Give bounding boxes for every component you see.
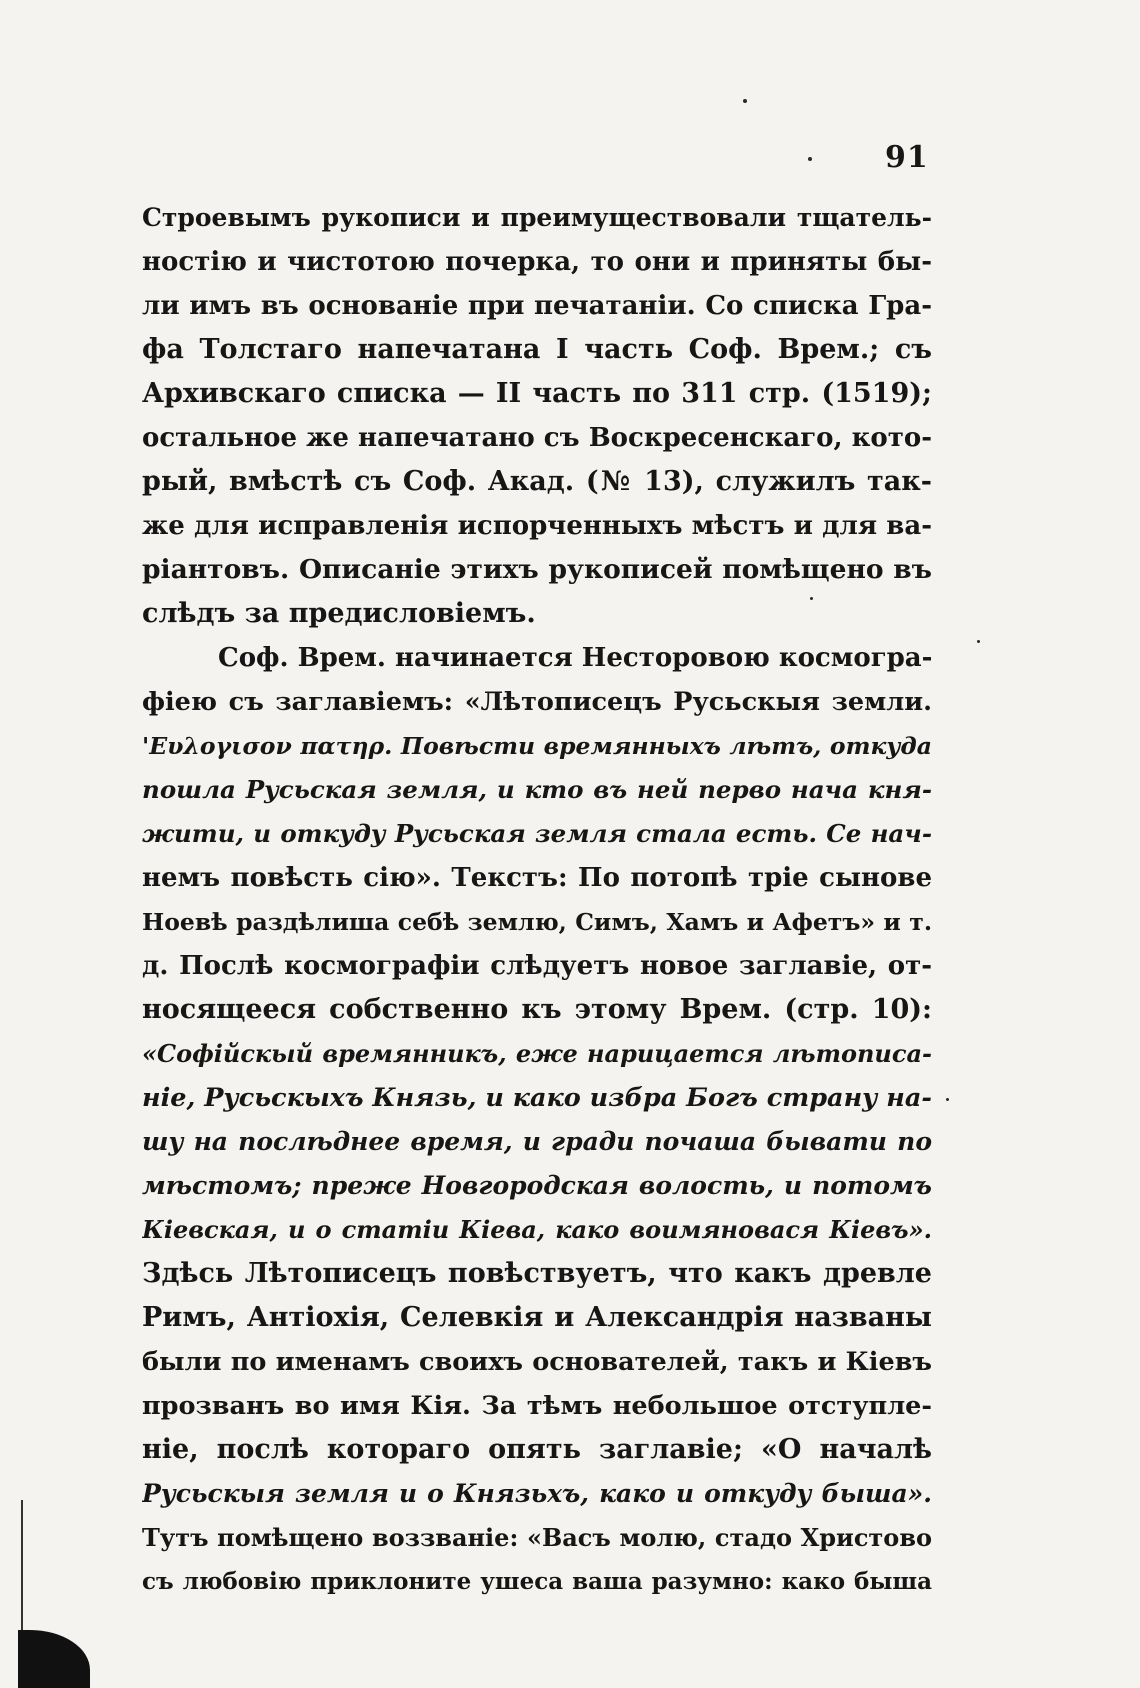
text-line: ріантовъ. Описаніе этихъ рукописей помѣщено въ bbox=[142, 554, 932, 585]
text-line: пошла Русьская земля, и кто въ ней перво нача кня- bbox=[142, 775, 932, 804]
text-line: Русьскыя земля и о Князьхъ, како и откуду быша». bbox=[142, 1479, 932, 1508]
text-line: жити, и откуду Русьская земля стала есть. Се нач- bbox=[142, 819, 932, 848]
margin-rule bbox=[21, 1500, 23, 1640]
text-line: Кіевская, и о статіи Кіева, како воимяновася Кіевъ». bbox=[142, 1215, 932, 1244]
print-speck bbox=[977, 640, 980, 643]
text-line: Строевымъ рукописи и преимуществовали тщатель- bbox=[142, 203, 932, 232]
text-line: шу на послѣднее время, и гради почаша бывати по bbox=[142, 1127, 932, 1156]
text-line: «Софійскый времянникъ, еже нарицается лѣтописа- bbox=[142, 1039, 932, 1068]
margin-ink-mark bbox=[18, 1630, 90, 1688]
print-speck bbox=[946, 1098, 949, 1101]
text-line: Соф. Врем. начинается Несторовою космогра- bbox=[218, 643, 932, 673]
text-line: были по именамъ своихъ основателей, такъ и Кіевъ bbox=[142, 1347, 932, 1377]
text-line: слѣдъ за предисловіемъ. bbox=[142, 598, 536, 629]
text-line: Здѣсь Лѣтописецъ повѣствуетъ, что какъ древле bbox=[142, 1258, 932, 1289]
text-line: Тутъ помѣщено воззваніе: «Васъ молю, стадо Христово bbox=[142, 1523, 932, 1552]
text-line: д. Послѣ космографіи слѣдуетъ новое заглавіе, от- bbox=[142, 951, 932, 981]
text-line: Ноевѣ раздѣлиша себѣ землю, Симъ, Хамъ и Афетъ» и т. bbox=[142, 908, 932, 936]
text-line: же для исправленія испорченныхъ мѣстъ и для ва- bbox=[142, 511, 932, 541]
print-speck bbox=[808, 157, 812, 161]
text-line: ніе, послѣ котораго опять заглавіе; «О началѣ bbox=[142, 1434, 932, 1465]
text-line: фа Толстаго напечатана I часть Соф. Врем.; съ bbox=[142, 334, 932, 365]
text-line: Римъ, Антіохія, Селевкія и Александрія названы bbox=[142, 1302, 932, 1333]
text-block bbox=[142, 196, 932, 1604]
text-line: фіею съ заглавіемъ: «Лѣтописецъ Русьскыя земли. bbox=[142, 687, 932, 717]
text-line: рый, вмѣстѣ съ Соф. Акад. (№ 13), служилъ так- bbox=[142, 466, 932, 497]
text-line: 'Ευλογισον πατηρ. Повѣсти времянныхъ лѣтъ, откуда bbox=[142, 732, 932, 760]
text-line: Архивскаго списка — II часть по 311 стр. (1519); bbox=[142, 378, 932, 409]
text-line: ніе, Русьскыхъ Князь, и како избра Богъ страну на- bbox=[142, 1083, 932, 1113]
text-line: ностію и чистотою почерка, то они и приняты бы- bbox=[142, 247, 932, 277]
text-line: остальное же напечатано съ Воскресенскаго, кото- bbox=[142, 423, 932, 453]
print-speck bbox=[743, 99, 747, 103]
text-line: прозванъ во имя Кія. За тѣмъ небольшое отступле- bbox=[142, 1391, 932, 1421]
text-line: мѣстомъ; преже Новгородская волость, и потомъ bbox=[142, 1171, 932, 1200]
text-line: съ любовію приклоните ушеса ваша разумно: како быша bbox=[142, 1568, 932, 1595]
text-line: ли имъ въ основаніе при печатаніи. Со списка Гра- bbox=[142, 291, 932, 321]
text-line: носящееся собственно къ этому Врем. (стр. 10): bbox=[142, 994, 932, 1025]
text-line: немъ повѣсть сію». Текстъ: По потопѣ тріе сынове bbox=[142, 863, 932, 893]
print-speck bbox=[810, 597, 813, 600]
page-number: 91 bbox=[885, 140, 929, 175]
